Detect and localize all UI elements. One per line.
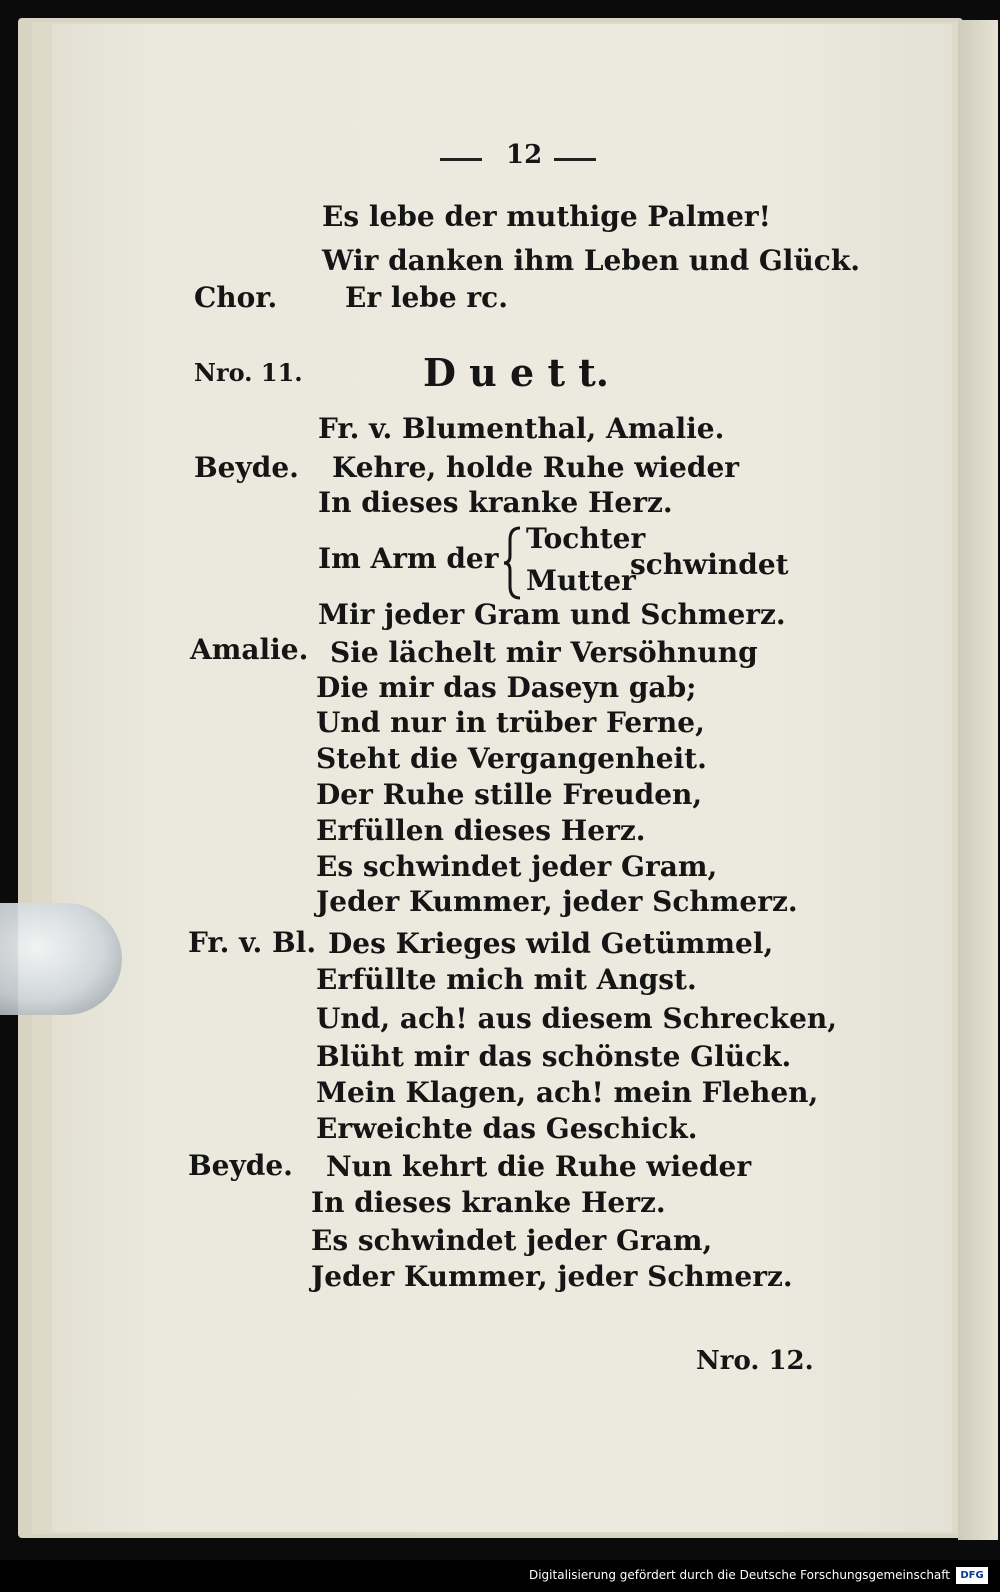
funding-credit: Digitalisierung gefördert durch die Deutsche Forschungsgemeinschaft: [528, 1568, 950, 1582]
section-title: D u e t t.: [423, 350, 610, 395]
brace-icon: [502, 526, 526, 600]
page-number: 12: [506, 140, 543, 170]
header-left-rule: [440, 158, 482, 161]
verse-line: Sie lächelt mir Versöhnung: [330, 636, 758, 669]
verse-line: Er lebe rc.: [345, 281, 508, 314]
verse-line: Des Krieges wild Getümmel,: [328, 927, 774, 960]
catchword: Nro. 12.: [696, 1346, 814, 1376]
verse-line: Es lebe der muthige Palmer!: [322, 200, 771, 233]
verse-line: Die mir das Daseyn gab;: [316, 671, 697, 704]
verse-line: Erweichte das Geschick.: [316, 1112, 698, 1145]
number-label: Nro. 11.: [194, 358, 303, 387]
verse-line: Erfüllen dieses Herz.: [316, 814, 646, 847]
speaker-label: Amalie.: [190, 633, 309, 666]
verse-line: Mein Klagen, ach! mein Flehen,: [316, 1076, 819, 1109]
persons-line: Fr. v. Blumenthal, Amalie.: [318, 412, 725, 445]
verse-line: Erfüllte mich mit Angst.: [316, 963, 697, 996]
dfg-logo: DFG: [956, 1567, 988, 1584]
verse-line: Es schwindet jeder Gram,: [311, 1224, 713, 1257]
alt-word: Tochter: [526, 522, 646, 555]
speaker-label: Beyde.: [194, 451, 299, 484]
verse-line: Jeder Kummer, jeder Schmerz.: [316, 885, 798, 918]
facing-page-edge: [958, 20, 998, 1540]
verse-line: Jeder Kummer, jeder Schmerz.: [311, 1260, 793, 1293]
verse-line: Und, ach! aus diesem Schrecken,: [316, 1002, 837, 1035]
verse-line: In dieses kranke Herz.: [311, 1186, 666, 1219]
verse-line: schwindet: [630, 548, 789, 581]
verse-line: Mir jeder Gram und Schmerz.: [318, 598, 786, 631]
verse-line: Steht die Vergangenheit.: [316, 742, 707, 775]
alt-word: Mutter: [526, 564, 636, 597]
verse-line: Kehre, holde Ruhe wieder: [332, 451, 740, 484]
speaker-label: Beyde.: [188, 1149, 293, 1182]
verse-line: Nun kehrt die Ruhe wieder: [326, 1150, 752, 1183]
footer-bar: [0, 1560, 1000, 1592]
speaker-label: Chor.: [194, 281, 278, 314]
thumb-clip: [0, 903, 122, 1015]
verse-line: Blüht mir das schönste Glück.: [316, 1040, 792, 1073]
speaker-label: Fr. v. Bl.: [188, 926, 317, 959]
verse-line: Wir danken ihm Leben und Glück.: [322, 244, 861, 277]
header-right-rule: [554, 158, 596, 161]
verse-line: In dieses kranke Herz.: [318, 486, 673, 519]
page-header: [440, 140, 610, 176]
verse-line: Der Ruhe stille Freuden,: [316, 778, 703, 811]
verse-line: Und nur in trüber Ferne,: [316, 706, 705, 739]
verse-line: Es schwindet jeder Gram,: [316, 850, 718, 883]
verse-line: Im Arm der: [318, 542, 499, 575]
